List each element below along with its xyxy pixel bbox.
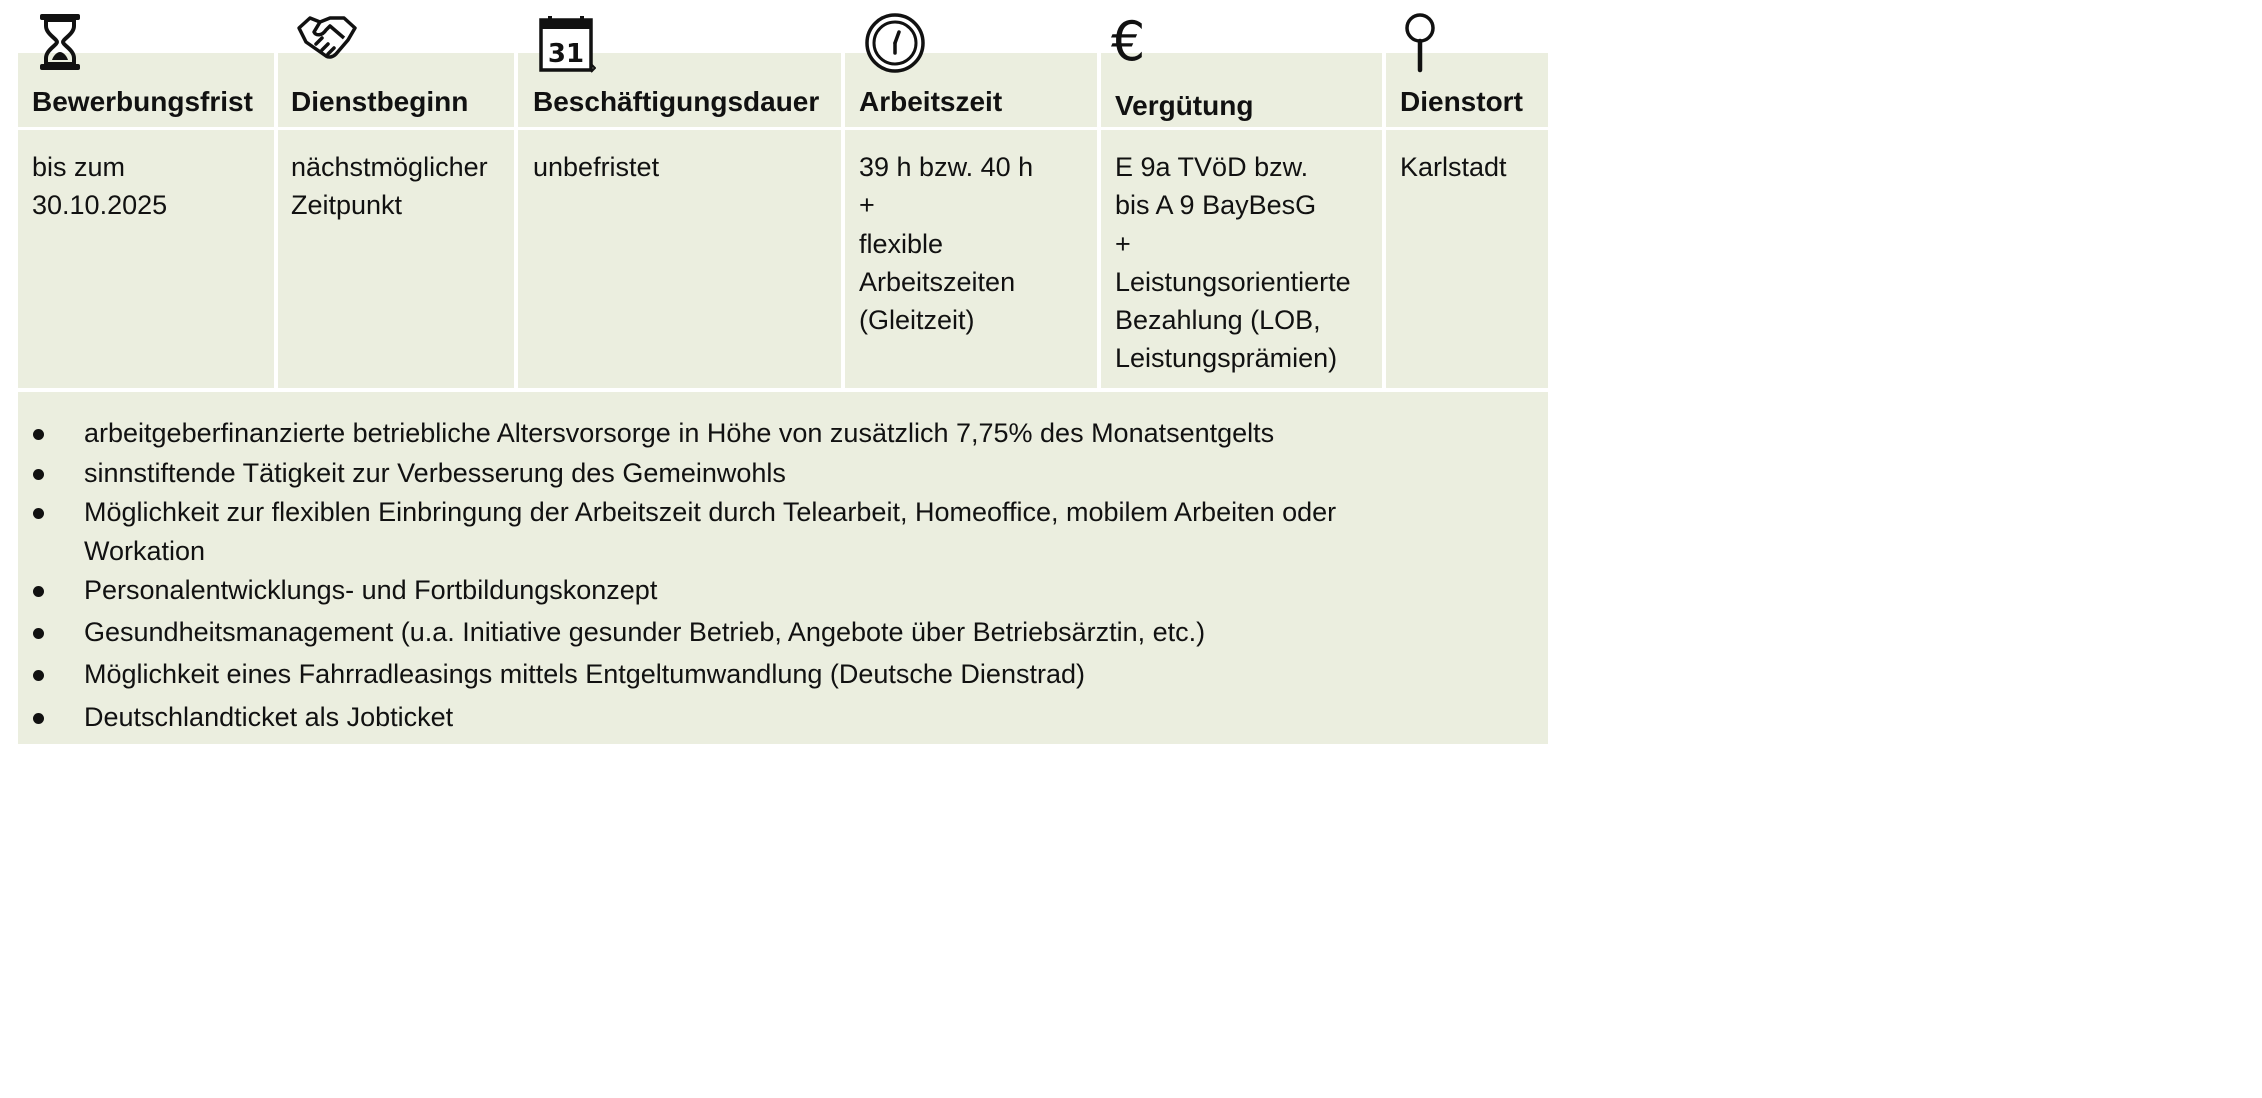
list-item [18, 414, 1548, 453]
handshake-icon [296, 10, 360, 74]
value-line: bis A 9 BayBesG [1115, 190, 1317, 221]
hourglass-icon [36, 12, 100, 76]
value-line: Bezahlung (LOB, [1115, 305, 1321, 336]
value-line: (Gleitzeit) [859, 305, 975, 336]
bullet-icon [33, 429, 44, 440]
value-line: Zeitpunkt [291, 190, 403, 221]
column-divider [841, 53, 845, 388]
value-beschaeftigungsdauer [533, 148, 659, 186]
heading-arbeitszeit: Arbeitszeit [859, 86, 1003, 117]
bullet-icon [33, 628, 44, 639]
list-item [18, 613, 1548, 652]
calendar-icon-number: 31 [547, 39, 585, 69]
column-divider [274, 53, 278, 388]
value-line: unbefristet [533, 152, 660, 182]
list-item [18, 655, 1548, 694]
calendar-icon [538, 14, 602, 78]
heading-verguetung: Vergütung [1115, 90, 1254, 121]
value-line: Leistungsorientierte [1115, 266, 1351, 297]
list-item [18, 571, 1548, 610]
clock-icon [864, 12, 928, 76]
value-line: E 9a TVöD bzw. [1115, 152, 1309, 182]
list-item-text: Workation [84, 535, 206, 566]
list-item [18, 493, 1548, 570]
value-arbeitszeit [859, 148, 1033, 339]
job-info-table [18, 0, 1548, 374]
list-item-text: Deutschlandticket als Jobticket [84, 701, 454, 732]
list-item-text: Möglichkeit eines Fahrradleasings mittels Entgeltumwandlung (Deutsche Dienstrad) [84, 659, 1085, 689]
benefits-box [18, 392, 1548, 744]
bullet-icon [33, 713, 44, 724]
heading-dienstort: Dienstort [1400, 86, 1523, 117]
list-item-text: Personalentwicklungs- und Fortbildungskonzept [84, 575, 658, 605]
heading-dienstbeginn: Dienstbeginn [291, 86, 469, 117]
value-line: Arbeitszeiten [859, 266, 1016, 297]
bullet-icon [33, 586, 44, 597]
value-line: Leistungsprämien) [1115, 343, 1338, 374]
value-line: Karlstadt [1400, 152, 1507, 182]
heading-bewerbungsfrist: Bewerbungsfrist [32, 86, 253, 117]
column-divider [514, 53, 518, 388]
list-item [18, 454, 1548, 493]
heading-beschaeftigungsdauer: Beschäftigungsdauer [533, 86, 820, 117]
location-pin-icon [1402, 12, 1466, 76]
value-line: flexible [859, 228, 944, 259]
euro-icon: € [1111, 10, 1146, 73]
bullet-icon [33, 469, 44, 480]
list-item-text: Gesundheitsmanagement (u.a. Initiative gesunder Betrieb, Angebote über Betriebsärztin, etc.) [84, 616, 1206, 647]
list-item-text: Möglichkeit zur flexiblen Einbringung der Arbeitszeit durch Telearbeit, Homeoffice, mobilem Arbeiten oder [84, 497, 1337, 527]
list-item-text: arbeitgeberfinanzierte betriebliche Altersvorsorge in Höhe von zusätzlich 7,75% des Monatsentgelts [84, 418, 1275, 448]
value-bewerbungsfrist [32, 148, 167, 225]
value-line: bis zum [32, 152, 126, 182]
value-line: + [859, 190, 875, 221]
value-dienstort [1400, 148, 1507, 186]
list-item [18, 698, 1548, 737]
bullet-icon [33, 508, 44, 519]
value-dienstbeginn [291, 148, 488, 225]
value-line: 39 h bzw. 40 h [859, 152, 1034, 182]
value-verguetung [1115, 148, 1351, 378]
benefits-list [18, 414, 1548, 736]
value-line: + [1115, 228, 1131, 259]
bullet-icon [33, 670, 44, 681]
column-divider [1097, 53, 1101, 388]
value-line: nächstmöglicher [291, 152, 488, 182]
column-divider [1382, 53, 1386, 388]
value-line: 30.10.2025 [32, 190, 168, 221]
list-item-text: sinnstiftende Tätigkeit zur Verbesserung des Gemeinwohls [84, 457, 786, 488]
